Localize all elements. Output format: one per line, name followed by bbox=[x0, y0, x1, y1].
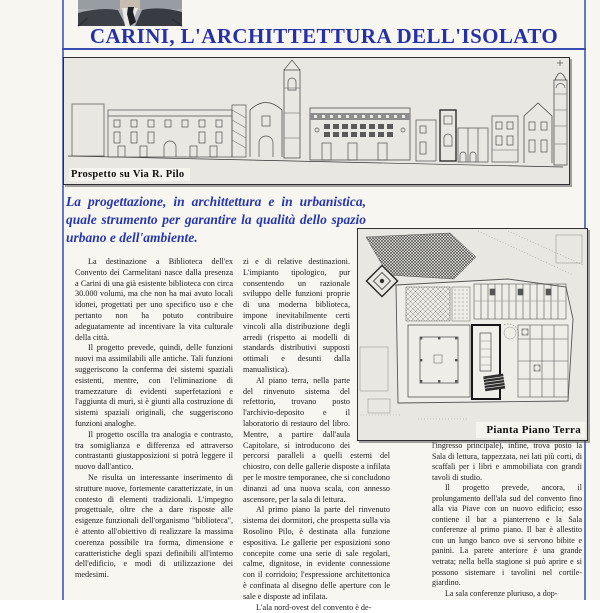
intro-abstract: La progettazione, in archittettura e in urbanistica, quale strumento per garantire la qualità dello spazio urbano e dell'ambiente. bbox=[66, 193, 366, 246]
paragraph: l'ingresso principale), infine, trova posto la Sala di lettura, tappezzata, nei lati più corti, di scaffali per i libri e ammobiliata con grandi tavoli di studio. bbox=[432, 441, 582, 483]
paragraph: Ne risulta un interessante inserimento di strutture nuove, fortemente caratterizzate, in un contesto di elementi tradizionali. L'impegno progettuale, oltre che a dare risposte alle esigenze funzionali dell'organismo "biblioteca", è attento all'obiettivo di realizzare la massima coerenza possibile tra forma, dimensione e caratteristiche degli spazi definibili all'interno dell'edificio, e modi di utilizzazione dei medesimi. bbox=[75, 473, 233, 581]
portrait-photo bbox=[78, 0, 182, 26]
elevation-caption: Prospetto su Via R. Pilo bbox=[69, 168, 190, 181]
paragraph: Il progetto prevede, quindi, delle funzioni nuovi ma assimilabili alle antiche. Tali funzioni suggeriscono la conferma dei sistemi spaziali esistenti, mentre, con l'eliminazione di tramezzature di evidenti superfetazioni e l'aggiunta di muri, si è giunti alla costruzione di sistemi spaziali originali, che suggeriscono funzioni analoghe. bbox=[75, 343, 233, 429]
paragraph: L'ala nord-ovest del convento è de- bbox=[243, 603, 390, 613]
paragraph: Al piano terra, nella parte del rinvenuto sistema del refettorio, trovano posto l'archivio-deposito e il laboratorio di restauro del libro. Mentre, a partire dall'aula Capitolare, si introducono dei percorsi paralleli a quelli esterni del chiostro, con delle gallerie disposte a infilata per le mostre temporanee, che si concludono dinanzi ad una nuova scala, con annesso ascensore, per la sala di lettura. bbox=[243, 376, 390, 506]
paragraph: La sala conferenze pluriuso, a dop- bbox=[432, 589, 582, 600]
elevation-drawing bbox=[64, 58, 567, 182]
paragraph: Al primo piano la parte del rinvenuto sistema dei dormitori, che prospetta sulla via Rosolino Pilo, è destinata alla funzione espositiva. Le gallerie per esposizioni sono concepite come una serie di sale regolari, calme, dignitose, in evidente connessione con il corridoio; l'espressione architettonica è confinata al disegno delle aperture con le sale e disposte ad infilata. bbox=[243, 505, 390, 602]
column-left bbox=[75, 257, 233, 600]
plan-figure bbox=[357, 228, 588, 441]
paragraph: Il progetto oscilla tra analogia e contrasto, tra somiglianza e differenza ed attraverso contrastanti giustapposizioni si potrà leggere il nuovo dall'antico. bbox=[75, 430, 233, 473]
paragraph: zi e di relative destinazioni. L'impianto tipologico, pur consentendo un razionale sviluppo delle funzioni proprie di una moderna biblioteca, impone inevitabilmente certi vincoli alla distribuzione degli arredi (rispetto ai modelli di standards distributivi supposti ottimali e desunti dalla manualistica). bbox=[243, 257, 390, 376]
paragraph: La destinazione a Biblioteca dell'ex Convento dei Carmelitani nasce dalla presenza a Carini di una già esistente biblioteca con circa 30.000 volumi, ma che non ha mai avuto locali idonei, progettati per uno specifico uso e che pertanto non ha potuto contribuire adeguatamente ad incentivare la vita culturale della città. bbox=[75, 257, 233, 343]
portrait-photo-image bbox=[78, 0, 182, 26]
plan-caption: Pianta Piano Terra bbox=[476, 422, 585, 438]
title-underline bbox=[62, 48, 586, 50]
paragraph: Il progetto prevede, ancora, il prolungamento dell'ala sud del convento fino alla via Piave con un nuovo edificio; esso contiene il bar a pianterreno e la Sala conferenze al primo piano. Il bar è allestito con un lungo banco ove si servono bibite e panini. La parete anteriore è una grande vetrata; nella bella stagione si può aprire e si possono sistemare i tavolini nel cortile-giardino. bbox=[432, 483, 582, 588]
plan-drawing bbox=[358, 229, 585, 438]
page-title: CARINI, L'ARCHITTETTURA DELL'ISOLATO bbox=[62, 24, 586, 49]
elevation-figure bbox=[63, 57, 570, 185]
column-right bbox=[432, 441, 582, 600]
